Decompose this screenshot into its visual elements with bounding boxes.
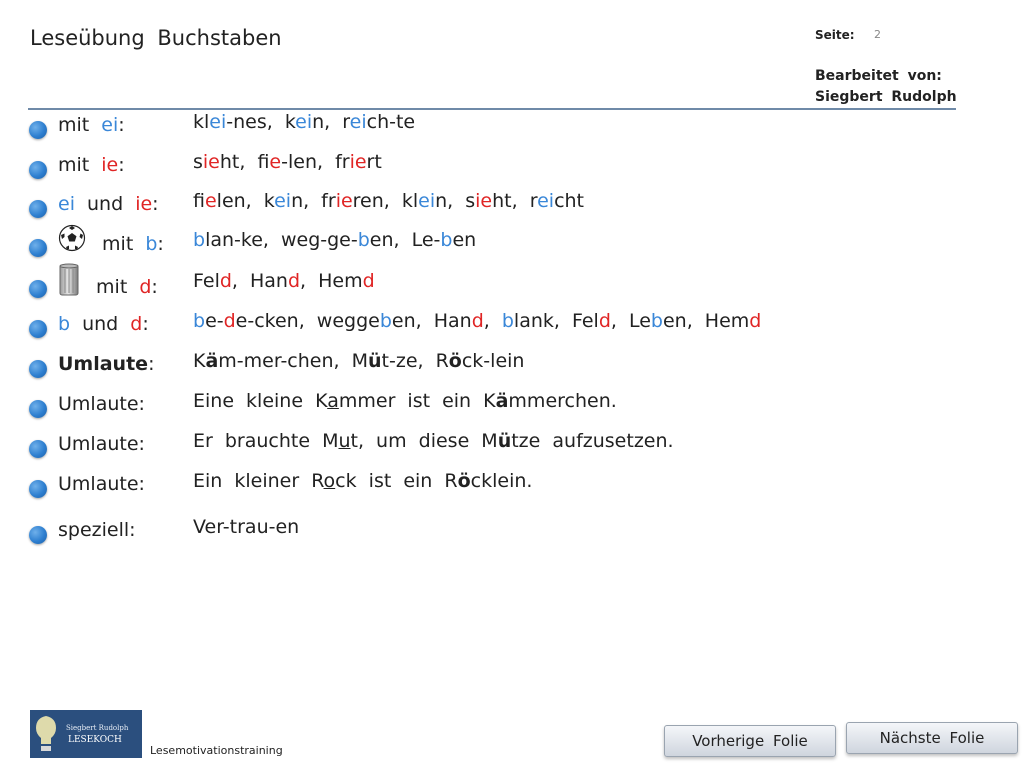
next-slide-button[interactable]: Nächste Folie bbox=[846, 722, 1018, 754]
text-segment: , Le bbox=[610, 310, 651, 332]
exercise-words bbox=[193, 470, 532, 492]
text-segment: kl bbox=[193, 111, 210, 133]
text-segment: und bbox=[70, 313, 131, 335]
text-segment: d bbox=[749, 310, 762, 332]
text-segment: s bbox=[193, 151, 203, 173]
exercise-label bbox=[58, 473, 145, 495]
exercise-words bbox=[193, 430, 674, 452]
page-number-label: Seite: bbox=[815, 28, 855, 42]
logo-author-text: Siegbert Rudolph bbox=[66, 724, 129, 732]
text-segment: ck-lein bbox=[461, 350, 525, 372]
text-segment: cht bbox=[554, 190, 585, 212]
text-segment: Umlaute: bbox=[58, 433, 145, 455]
text-segment: Umlaute: bbox=[58, 393, 145, 415]
text-segment: b bbox=[145, 233, 158, 255]
text-segment: ei bbox=[209, 111, 227, 133]
text-segment: ie bbox=[101, 154, 119, 176]
text-segment: ie bbox=[335, 190, 353, 212]
text-segment: ä bbox=[495, 390, 509, 412]
exercise-words bbox=[193, 390, 617, 412]
text-segment: lank, Fel bbox=[513, 310, 599, 332]
text-segment: ie bbox=[475, 190, 493, 212]
text-segment: b bbox=[650, 310, 663, 332]
bullet-icon bbox=[29, 161, 47, 179]
exercise-label bbox=[58, 313, 149, 335]
bullet-icon bbox=[29, 200, 47, 218]
text-segment: t-ze, R bbox=[381, 350, 449, 372]
exercise-row bbox=[0, 352, 1000, 388]
text-segment: o bbox=[323, 470, 336, 492]
text-segment: en bbox=[452, 229, 477, 251]
bullet-icon bbox=[29, 526, 47, 544]
text-segment: d bbox=[362, 270, 375, 292]
text-segment: b bbox=[58, 313, 71, 335]
page-title: Leseübung Buchstaben bbox=[30, 26, 282, 50]
text-segment: d bbox=[471, 310, 484, 332]
text-segment: mit bbox=[58, 114, 102, 136]
text-segment: ö bbox=[448, 350, 462, 372]
text-segment: Ein kleiner R bbox=[193, 470, 324, 492]
exercise-row bbox=[0, 472, 1000, 508]
text-segment: Eine kleine K bbox=[193, 390, 328, 412]
text-segment: b bbox=[193, 229, 206, 251]
text-segment: mit bbox=[90, 233, 146, 255]
exercise-label bbox=[58, 393, 145, 415]
text-segment: speziell: bbox=[58, 519, 136, 541]
logo-brand-text: LESEKOCH bbox=[68, 735, 122, 745]
text-segment: ht, r bbox=[492, 190, 538, 212]
text-segment: -len, fr bbox=[281, 151, 350, 173]
text-segment: : bbox=[152, 193, 159, 215]
text-segment: n, s bbox=[435, 190, 476, 212]
exercise-words bbox=[193, 350, 524, 372]
text-segment: n, r bbox=[312, 111, 350, 133]
text-segment: ei bbox=[58, 193, 75, 215]
exercise-row bbox=[0, 272, 1000, 308]
text-segment: , Han bbox=[231, 270, 288, 292]
text-segment: ht, f bbox=[219, 151, 270, 173]
text-segment: cklein. bbox=[470, 470, 533, 492]
bullet-icon bbox=[29, 360, 47, 378]
text-segment: d bbox=[223, 310, 236, 332]
edited-by-label: Bearbeitet von: bbox=[815, 68, 942, 84]
page-number: 2 bbox=[874, 28, 881, 41]
previous-slide-button[interactable]: Vorherige Folie bbox=[664, 725, 836, 757]
text-segment: Ver-trau-en bbox=[193, 516, 300, 538]
text-segment: en, Le- bbox=[369, 229, 441, 251]
text-segment: ie bbox=[135, 193, 153, 215]
text-segment: b bbox=[501, 310, 514, 332]
author-block bbox=[815, 66, 957, 108]
text-segment: ie bbox=[202, 151, 220, 173]
text-segment: -nes, k bbox=[226, 111, 296, 133]
bullet-icon bbox=[29, 480, 47, 498]
text-segment: a bbox=[327, 390, 339, 412]
exercise-row bbox=[0, 312, 1000, 348]
text-segment: ie bbox=[269, 151, 282, 173]
text-segment: ren, kl bbox=[352, 190, 419, 212]
text-segment: mit bbox=[58, 154, 102, 176]
exercise-words bbox=[193, 111, 415, 133]
text-segment: K bbox=[193, 350, 206, 372]
exercise-label bbox=[58, 353, 154, 375]
exercise-label bbox=[58, 519, 136, 541]
text-segment: u bbox=[338, 430, 351, 452]
bullet-icon bbox=[29, 280, 47, 298]
text-segment: tze aufzusetzen. bbox=[511, 430, 674, 452]
exercise-label bbox=[58, 114, 125, 136]
exercise-words bbox=[193, 310, 761, 332]
text-segment: : bbox=[118, 114, 125, 136]
bullet-icon bbox=[29, 320, 47, 338]
text-segment: ä bbox=[205, 350, 219, 372]
text-segment: mmerchen. bbox=[508, 390, 617, 412]
exercise-label bbox=[58, 193, 159, 215]
exercise-words bbox=[193, 229, 476, 251]
trash-can-icon bbox=[58, 263, 80, 302]
exercise-label bbox=[58, 273, 158, 302]
exercise-row bbox=[0, 392, 1000, 428]
footer-caption: Lesemotivationstraining bbox=[150, 744, 283, 757]
text-segment: und bbox=[74, 193, 136, 215]
text-segment: , Hem bbox=[300, 270, 363, 292]
text-segment: n, fr bbox=[291, 190, 336, 212]
exercise-row bbox=[0, 432, 1000, 468]
text-segment: t, um diese M bbox=[350, 430, 498, 452]
text-segment: m-mer-chen, M bbox=[218, 350, 369, 372]
text-segment: ei bbox=[295, 111, 313, 133]
text-segment: b bbox=[440, 229, 453, 251]
text-segment: len, k bbox=[216, 190, 275, 212]
text-segment: d bbox=[598, 310, 611, 332]
lesekoch-logo bbox=[30, 710, 142, 758]
text-segment: e-cken, wegge bbox=[235, 310, 380, 332]
author-name: Siegbert Rudolph bbox=[815, 89, 957, 105]
soccer-ball-icon bbox=[58, 224, 86, 257]
text-segment: d bbox=[219, 270, 232, 292]
exercise-words bbox=[193, 270, 375, 292]
text-segment: d bbox=[287, 270, 301, 292]
text-segment: : bbox=[148, 353, 155, 375]
text-segment: ie bbox=[349, 151, 367, 173]
text-segment: ck ist ein R bbox=[335, 470, 458, 492]
text-segment: mit bbox=[84, 276, 140, 298]
exercise-words bbox=[193, 151, 382, 173]
text-segment: f bbox=[193, 190, 205, 212]
text-segment: en, Hem bbox=[662, 310, 750, 332]
text-segment: : bbox=[118, 154, 125, 176]
text-segment: ei bbox=[349, 111, 367, 133]
text-segment: rt bbox=[366, 151, 382, 173]
text-segment: b bbox=[193, 310, 206, 332]
exercise-label bbox=[58, 433, 145, 455]
exercise-row bbox=[0, 518, 1000, 554]
exercise-row bbox=[0, 153, 1000, 189]
exercise-label bbox=[58, 154, 125, 176]
text-segment: d bbox=[130, 313, 143, 335]
exercise-words bbox=[193, 516, 299, 538]
text-segment: b bbox=[357, 229, 370, 251]
text-segment: d bbox=[139, 276, 152, 298]
text-segment: ei bbox=[537, 190, 555, 212]
bullet-icon bbox=[29, 440, 47, 458]
text-segment: Er brauchte M bbox=[193, 430, 339, 452]
text-segment: ei bbox=[274, 190, 292, 212]
bullet-icon bbox=[29, 239, 47, 257]
text-segment: ü bbox=[497, 430, 512, 452]
bullet-icon bbox=[29, 121, 47, 139]
text-segment: ie bbox=[204, 190, 217, 212]
text-segment: : bbox=[142, 313, 149, 335]
bullet-icon bbox=[29, 400, 47, 418]
text-segment: ei bbox=[101, 114, 119, 136]
text-segment: ei bbox=[418, 190, 436, 212]
text-segment: Fel bbox=[193, 270, 220, 292]
text-segment: ch-te bbox=[366, 111, 416, 133]
text-segment: en, Han bbox=[391, 310, 472, 332]
exercise-row bbox=[0, 231, 1000, 267]
text-segment: ü bbox=[368, 350, 382, 372]
text-segment: mmer ist ein K bbox=[338, 390, 496, 412]
text-segment: , bbox=[483, 310, 502, 332]
text-segment: b bbox=[379, 310, 392, 332]
text-segment: : bbox=[157, 233, 164, 255]
exercise-label bbox=[58, 232, 164, 257]
text-segment: Umlaute bbox=[58, 353, 149, 375]
text-segment: Umlaute: bbox=[58, 473, 145, 495]
text-segment: lan-ke, weg-ge- bbox=[205, 229, 358, 251]
exercise-row bbox=[0, 192, 1000, 228]
header-divider bbox=[28, 108, 956, 110]
text-segment: e- bbox=[205, 310, 224, 332]
text-segment: : bbox=[151, 276, 158, 298]
exercise-words bbox=[193, 190, 584, 212]
text-segment: ö bbox=[457, 470, 471, 492]
exercise-row bbox=[0, 113, 1000, 149]
